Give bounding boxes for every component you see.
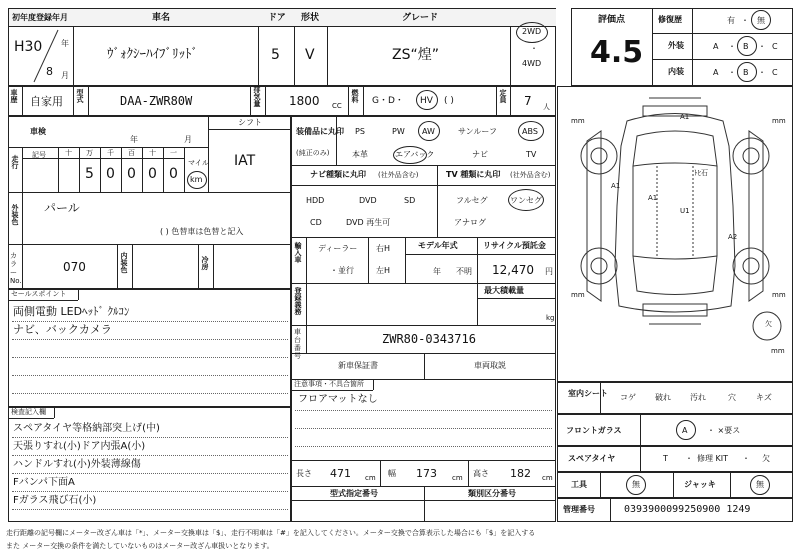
separator-dot: ・: [685, 454, 693, 463]
shape-label: 形状: [301, 13, 320, 23]
height-unit: cm: [542, 474, 553, 482]
import-dealer: ディーラー: [318, 244, 358, 253]
seat-item: 破れ: [655, 393, 671, 402]
seat-item: 穴: [728, 393, 736, 402]
seat-item: コゲ: [620, 393, 636, 402]
length-label: 長さ: [296, 469, 312, 478]
body-shape: V: [305, 47, 315, 63]
equip-abs: ABS: [522, 127, 538, 136]
management-number: 0393900099250900 1249: [624, 504, 751, 515]
notes-label: 注意事項・不具合箇所: [294, 380, 364, 388]
car-name: ｳﾞｫｸｼｰﾊｲﾌﾞﾘｯﾄﾞ: [107, 47, 198, 62]
equip-pw: PW: [392, 127, 405, 136]
width: 173: [416, 467, 437, 480]
tv-sub: (社外品含む): [510, 171, 551, 179]
model-year-value: 不明: [456, 267, 472, 276]
chassis-label: 車台番号: [294, 328, 301, 361]
car-name-label: 車名: [152, 13, 171, 23]
sales-points-label: セールスポイント: [11, 290, 67, 298]
car-diagram: [557, 86, 793, 382]
color-no-label: カラーNo.: [10, 252, 22, 286]
grade-option: A: [713, 42, 719, 51]
interior-label: 内装: [668, 67, 684, 76]
tv-analog: アナログ: [454, 218, 486, 227]
front-glass-selected: A: [682, 426, 688, 435]
mm-mark: mm: [772, 117, 786, 125]
digit-header: 千: [107, 149, 114, 157]
capacity-unit: 人: [543, 103, 550, 111]
inspector-note-line: スペアタイヤ等格納部突上げ(中): [13, 423, 160, 434]
spare-option: T: [663, 454, 668, 463]
sales-point-line: 両側電動 LEDﾍｯﾄﾞ ｸﾙｺﾝ: [13, 305, 130, 318]
recycle-unit: 円: [545, 267, 553, 276]
inspector-note-line: ハンドルすれ(小)外装薄線傷: [13, 459, 141, 470]
max-load-unit: kg: [546, 314, 555, 322]
displacement-label: 排気量: [253, 86, 261, 107]
import-label: 輸入車: [294, 242, 302, 263]
chassis-number: ZWR80-0343716: [382, 332, 476, 346]
fuel-selected: HV: [420, 96, 433, 106]
type-designation-label: 型式指定番号: [330, 489, 378, 498]
footnote-line1: 走行距離の記号欄にメーター改ざん車は「*」、メーター交換車は「$」、走行不明車は「#」を記入してください。メーター交換で合算表示した場合にも「$」を記入する: [6, 529, 536, 537]
equipment-sub: (純正のみ): [296, 149, 330, 157]
mileage-digit: 0: [127, 166, 136, 182]
equip-navi: ナビ: [472, 150, 488, 159]
separator-dot: ・: [758, 42, 766, 51]
color-no: 070: [63, 260, 86, 274]
seat-label: 室内シート: [568, 389, 608, 398]
tv-fullseg: フルセグ: [456, 196, 488, 205]
equip-airbag-circle: [393, 146, 427, 164]
jack-label: ジャッキ: [684, 480, 716, 489]
repair-yes: 有: [727, 16, 735, 25]
tv-oneseg: ワンセグ: [510, 196, 542, 205]
repair-none: 無: [757, 16, 765, 25]
mileage-label: 走行: [11, 155, 19, 169]
reg-year-unit: 年: [61, 39, 69, 48]
tools-value: 無: [632, 480, 640, 489]
mileage-mark-label: 記号: [32, 151, 46, 159]
exterior-grade: B: [743, 42, 749, 51]
separator-dot: ・: [742, 454, 750, 463]
separator-dot: ・: [728, 42, 736, 51]
separator-dot: ・: [741, 16, 749, 25]
equip-sunroof: サンルーフ: [458, 127, 497, 136]
model-label: 型式: [76, 89, 84, 103]
shaken-month: 月: [184, 135, 192, 144]
shaken-label: 車検: [30, 127, 46, 136]
first-reg-label: 初年度登録年月: [12, 13, 68, 22]
import-right-h: 右H: [376, 244, 391, 253]
navi-dvd-play: DVD 再生可: [346, 218, 391, 227]
inspector-note-line: Fバンパ下面A: [13, 477, 75, 488]
capacity: 7: [524, 94, 532, 108]
seat-item: 汚れ: [690, 393, 706, 402]
capacity-label: 定員: [499, 89, 507, 103]
navi-dvd: DVD: [359, 196, 377, 205]
fuel-options: G・D・: [372, 96, 404, 106]
color-label: 外装色: [11, 204, 19, 225]
displacement: 1800: [289, 94, 320, 108]
damage-mark: A2: [728, 233, 738, 241]
mileage-digit: 0: [169, 166, 178, 182]
km-label: km: [190, 175, 203, 184]
damage-mark: U1: [680, 207, 690, 215]
drive-2wd: 2WD: [522, 27, 542, 36]
grade-option: C: [772, 42, 778, 51]
import-parallel: ・並行: [330, 266, 354, 275]
model-code: DAA-ZWR80W: [120, 94, 193, 108]
mileage-digit: 0: [148, 166, 157, 182]
notes-value: フロアマットなし: [298, 394, 378, 405]
door-label: ドア: [268, 13, 286, 23]
tools-label: 工具: [571, 480, 587, 489]
length-unit: cm: [365, 474, 376, 482]
spare-option: 欠: [762, 454, 770, 463]
repair-label: 修復歴: [658, 15, 682, 24]
cooler-label: 冷房: [201, 256, 209, 270]
recycle-value: 12,470: [492, 263, 534, 277]
equipment-label: 装備品に丸印: [296, 127, 344, 136]
front-glass-label: フロントガラス: [566, 426, 622, 435]
length: 471: [330, 467, 351, 480]
digit-header: 十: [149, 149, 156, 157]
damage-mark: A1: [648, 194, 658, 202]
grade-option: C: [772, 68, 778, 77]
cc-unit: CC: [332, 102, 342, 110]
mileage-digit: 0: [106, 166, 115, 182]
separator-dot: ・: [728, 68, 736, 77]
mile-label: マイル: [188, 159, 209, 167]
navi-label: ナビ種類に丸印: [310, 170, 366, 179]
usage: 自家用: [30, 95, 63, 108]
model-year-label: モデル年式: [418, 241, 458, 250]
drive-4wd: 4WD: [522, 59, 542, 68]
inspector-notes-label: 検査記入欄: [11, 408, 46, 416]
usage-label: 車歴: [10, 89, 18, 103]
mm-mark: mm: [571, 117, 585, 125]
width-unit: cm: [452, 474, 463, 482]
digit-header: 一: [170, 149, 177, 157]
reg-era: H30: [14, 39, 43, 55]
mm-mark: mm: [772, 291, 786, 299]
jack-value: 無: [756, 480, 764, 489]
reg-month: 8: [46, 65, 53, 78]
inspector-note-line: Fガラス飛び石(小): [13, 495, 97, 506]
score-value: 4.5: [590, 35, 644, 70]
equip-tv: TV: [526, 150, 537, 159]
new-car-warranty: 新車保証書: [338, 361, 378, 370]
digit-header: 万: [86, 149, 93, 157]
shift: IAT: [234, 153, 256, 169]
row2-box: [8, 86, 556, 116]
spare-option: 修理 KIT: [697, 454, 729, 463]
max-load-label: 最大積載量: [484, 286, 524, 295]
recycle-label: リサイクル預託金: [483, 241, 546, 250]
mileage-digit: 5: [85, 166, 94, 182]
interior-grade: B: [743, 68, 749, 77]
inspector-note-line: 天張りすれ(小)ドア内張A(小): [13, 441, 146, 452]
exterior-label: 外装: [668, 41, 684, 50]
front-glass-options: ・ ×要ス: [707, 426, 741, 435]
score-label: 評価点: [598, 15, 626, 25]
fuel-label: 燃料: [351, 89, 359, 103]
width-label: 幅: [388, 469, 396, 478]
damage-mark: A1: [611, 182, 621, 190]
vehicle-manual: 車両取説: [474, 361, 506, 370]
registration-label: 登録義務: [294, 287, 302, 315]
sales-point-line: ナビ、バックカメラ: [13, 323, 112, 336]
grade: ZS“煌”: [392, 47, 439, 63]
height-label: 高さ: [473, 469, 489, 478]
separator-dot: ・: [758, 68, 766, 77]
category-label: 類別区分番号: [468, 489, 516, 498]
tv-label: TV 種類に丸印: [446, 170, 501, 179]
digit-header: 百: [128, 149, 135, 157]
color-change-note: ( ) 色替車は色替と記入: [160, 227, 244, 236]
navi-sub: (社外品含む): [378, 171, 419, 179]
height: 182: [510, 467, 531, 480]
door-count: 5: [271, 47, 280, 63]
navi-sd: SD: [404, 196, 416, 205]
interior-color-label: 内装色: [120, 252, 128, 273]
navi-cd: CD: [310, 218, 322, 227]
damage-mark: A1: [680, 113, 690, 121]
shift-label: シフト: [238, 118, 262, 127]
equip-aw: AW: [422, 127, 435, 136]
navi-hdd: HDD: [306, 196, 325, 205]
seat-item: キズ: [756, 393, 772, 402]
damage-mark: 欠: [765, 320, 772, 328]
model-year-year: 年: [433, 267, 441, 276]
mm-mark: mm: [771, 347, 785, 355]
spare-tire-label: スペアタイヤ: [568, 454, 616, 463]
equip-ps: PS: [355, 127, 365, 136]
grade-label: グレード: [402, 13, 439, 23]
import-left-h: 左H: [376, 266, 391, 275]
digit-header: 十: [65, 149, 72, 157]
exterior-color: パール: [44, 201, 80, 215]
management-label: 管理番号: [563, 505, 595, 514]
equip-leather: 本革: [352, 150, 368, 159]
reg-month-unit: 月: [61, 71, 69, 80]
mm-mark: mm: [571, 291, 585, 299]
damage-mark: ﾄﾋ石: [694, 169, 708, 177]
footnote-line2: また メーター交換の条件を満たしていないものはメーター改ざん車扱いとなります。: [6, 542, 274, 550]
equip-airbag: エアバック: [395, 150, 435, 159]
fuel-paren: ( ): [444, 96, 454, 106]
grade-option: A: [713, 68, 719, 77]
shaken-year: 年: [130, 135, 138, 144]
